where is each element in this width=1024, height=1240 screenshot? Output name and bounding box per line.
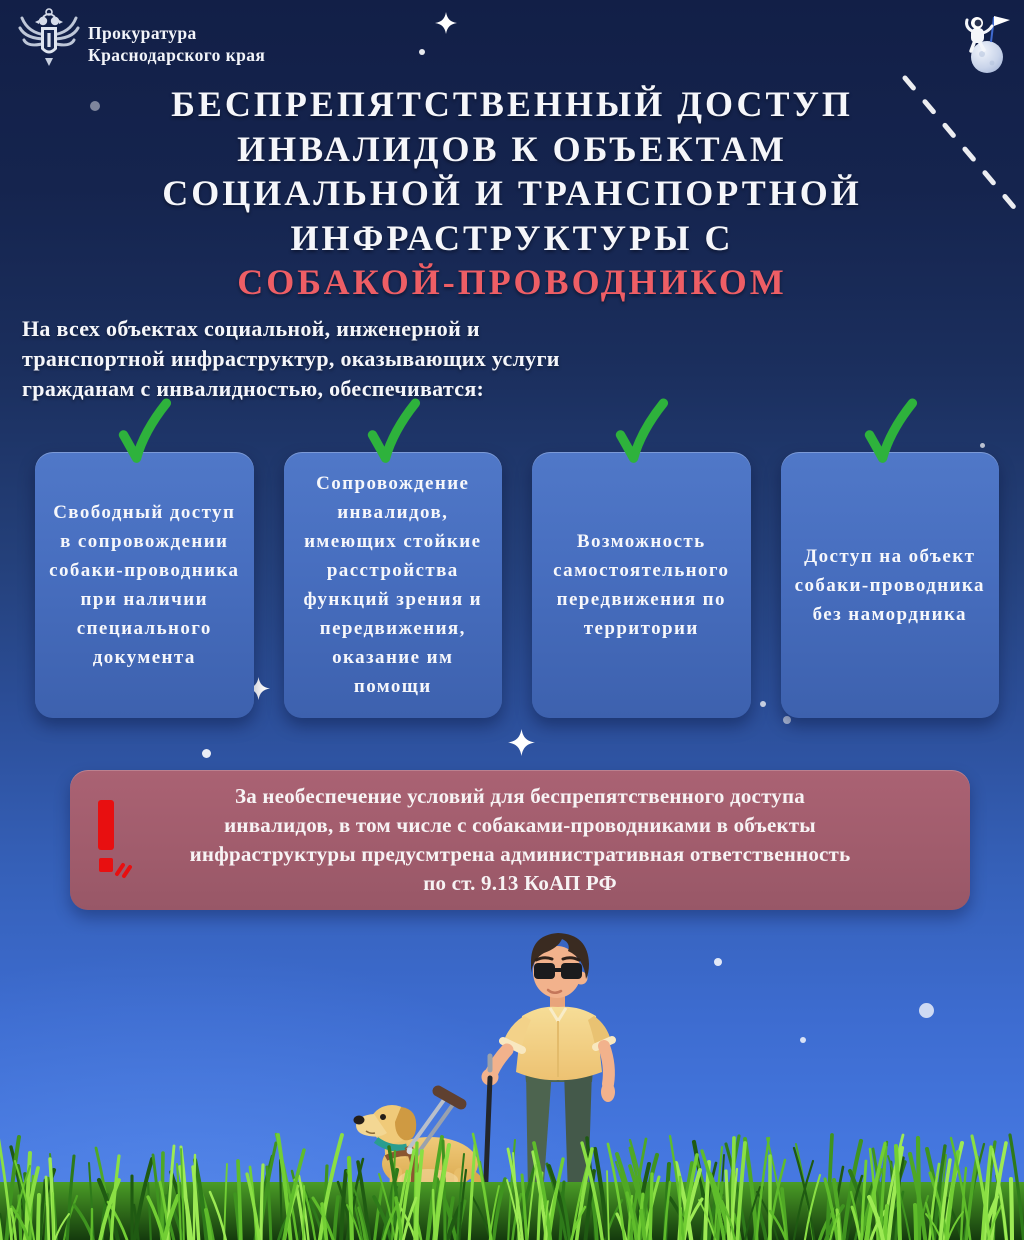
liability-line: инфраструктуры предусмтрена административная ответственность xyxy=(189,842,851,866)
prosecutor-eagle-emblem-icon xyxy=(16,5,82,67)
benefit-card-1 xyxy=(35,452,254,718)
benefit-card-text: Доступ на объект собаки-проводника без намордника xyxy=(794,545,985,625)
checkmark-icon xyxy=(613,396,669,470)
sparkle-star-icon xyxy=(435,12,457,34)
org-line2: Краснодарского края xyxy=(88,45,266,65)
star-dot xyxy=(919,1003,934,1018)
benefit-card-4 xyxy=(781,452,1000,718)
benefit-card-3 xyxy=(532,452,751,718)
intro-line: На всех объектах социальной, инженерной и xyxy=(22,316,480,341)
star-dot xyxy=(800,1037,806,1043)
checkmark-icon xyxy=(365,396,421,470)
checkmark-icon xyxy=(862,396,918,470)
liability-line: За необеспечение условий для беспрепятственного доступа xyxy=(234,784,806,808)
org-line1: Прокуратура xyxy=(88,23,197,43)
benefit-card-text: Возможность самостоятельного передвижения по территории xyxy=(553,531,730,639)
title-line: ИНФРАСТРУКТУРЫ С xyxy=(290,217,734,258)
exclamation-icon xyxy=(90,796,132,884)
title-accent-line: СОБАКОЙ-ПРОВОДНИКОМ xyxy=(237,262,787,302)
benefit-card-text: Сопровождение инвалидов, имеющих стойкие расстройства функций зрения и передвижения, оказание им помощи xyxy=(303,473,483,697)
benefit-card-text: Свободный доступ в сопровождении собаки-проводника при наличии специального документа xyxy=(49,502,240,668)
liability-line: инвалидов, в том числе с собаками-проводниками в объекты xyxy=(224,813,816,837)
grass-field xyxy=(0,1110,1024,1240)
intro-text xyxy=(22,314,560,404)
benefit-cards xyxy=(0,452,1024,718)
title-line: БЕСПРЕПЯТСТВЕННЫЙ ДОСТУП xyxy=(171,84,853,124)
page-title xyxy=(0,82,1024,305)
title-line: СОЦИАЛЬНОЙ И ТРАНСПОРТНОЙ xyxy=(162,173,862,213)
sparkle-star-icon xyxy=(508,729,535,756)
liability-banner xyxy=(70,770,970,910)
checkmark-icon xyxy=(116,396,172,470)
astronaut-on-moon-icon xyxy=(946,6,1018,90)
intro-line: транспортной инфраструктур, оказывающих услуги xyxy=(22,346,560,371)
star-dot xyxy=(419,49,425,55)
liability-line: по ст. 9.13 КоАП РФ xyxy=(423,871,617,895)
benefit-card-2 xyxy=(284,452,503,718)
star-dot xyxy=(202,749,211,758)
org-name xyxy=(88,22,265,66)
title-line: ИНВАЛИДОВ К ОБЪЕКТАМ xyxy=(237,128,787,169)
intro-line: гражданам с инвалидностью, обеспечиватся: xyxy=(22,376,485,401)
star-dot xyxy=(980,443,985,448)
